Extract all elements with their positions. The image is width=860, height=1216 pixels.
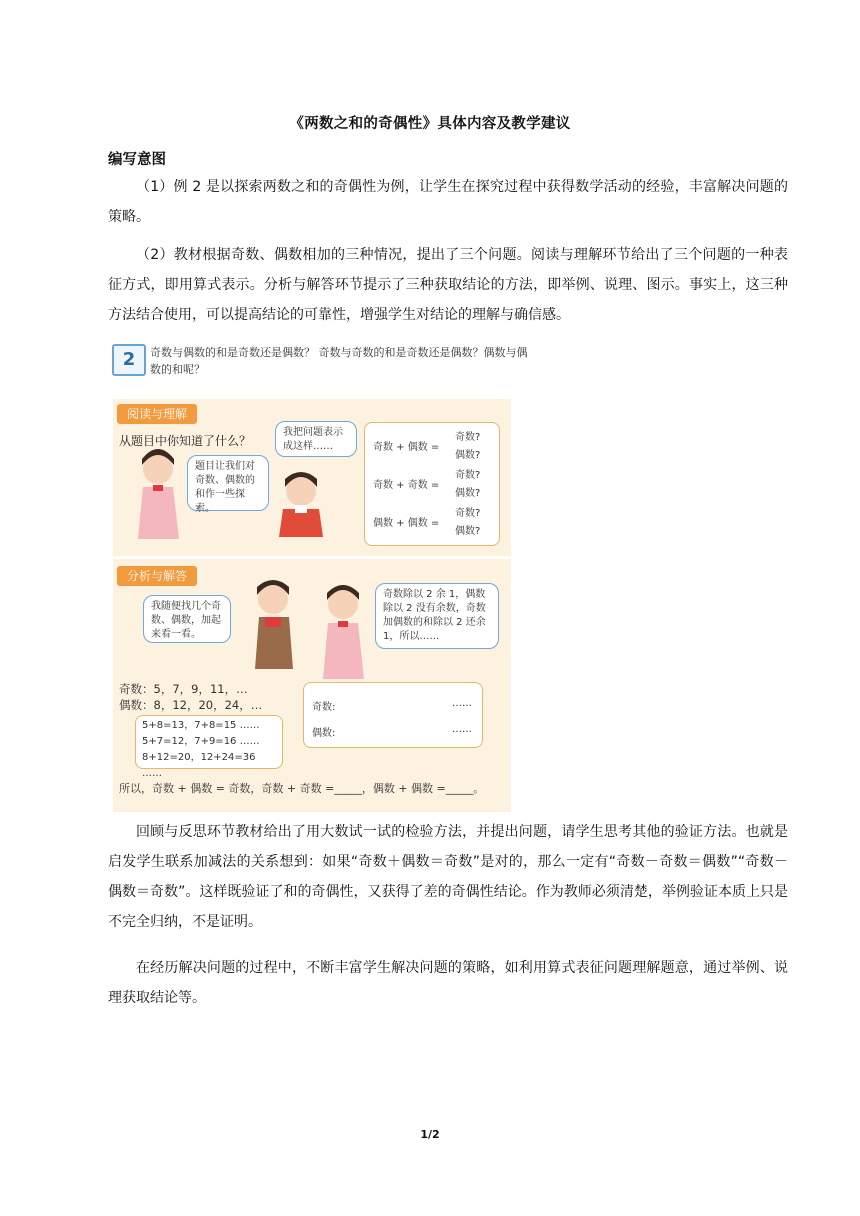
eq-option: 偶数?	[455, 526, 481, 537]
eq-option: 偶数?	[455, 488, 481, 499]
odd-ellipsis: ……	[452, 698, 472, 709]
example-header	[112, 344, 528, 384]
girl2-speech-bubble: 奇数除以 2 余 1，偶数除以 2 没有余数，奇数加偶数的和除以 2 还余 1，所以……	[375, 583, 499, 649]
eq-row-odd-even: 奇数 + 偶数 =	[373, 442, 440, 453]
band-label-reading: 阅读与理解	[117, 404, 197, 424]
band1-question: 从题目中你知道了什么？	[119, 434, 252, 448]
boy2-illustration	[255, 580, 293, 669]
page-number: 1/2	[420, 1128, 440, 1141]
calc-line: 5+8=13，7+8=15 ……	[142, 720, 260, 731]
figure-conclusion: 所以，奇数 + 偶数 = 奇数，奇数 + 奇数 =_____，偶数 + 偶数 =_____。	[119, 782, 485, 795]
odd-squares-label: 奇数:	[312, 702, 336, 713]
boy2-speech-bubble: 我随便找几个奇数、偶数，加起来看一看。	[143, 595, 231, 643]
equation-box	[364, 422, 500, 546]
even-number-list: 偶数：8，12，20，24，…	[119, 698, 263, 712]
example-question: 奇数与偶数的和是奇数还是偶数？ 奇数与奇数的和是奇数还是偶数？偶数与偶数的和呢？	[150, 346, 528, 376]
odd-number-list: 奇数：5，7，9，11，…	[119, 682, 248, 696]
eq-option: 奇数?	[455, 508, 481, 519]
girl-illustration	[138, 449, 179, 539]
eq-option: 偶数?	[455, 450, 481, 461]
girl-speech-bubble: 题目让我们对奇数、偶数的和作一些探索。	[187, 455, 269, 511]
squares-diagram-box	[303, 682, 483, 748]
eq-row-even-even: 偶数 + 偶数 =	[373, 518, 440, 529]
even-ellipsis: ……	[452, 724, 472, 735]
boy-illustration	[279, 472, 323, 537]
even-squares-label: 偶数:	[312, 728, 336, 739]
calc-line: 8+12=20，12+24=36 ……	[142, 752, 256, 779]
paragraph-2: （2）教材根据奇数、偶数相加的三种情况，提出了三个问题。阅读与理解环节给出了三个问题的一种表征方式，即用算式表示。分析与解答环节提示了三种获取结论的方法，即举例、说理、图示。事实上，这三种方法结合使用，可以提高结论的可靠性，增强学生对结论的理解与确信感。	[108, 247, 788, 323]
paragraph-3: 回顾与反思环节教材给出了用大数试一试的检验方法，并提出问题，请学生思考其他的验证方法。也就是启发学生联系加减法的关系想到：如果“奇数＋偶数＝奇数”是对的，那么一定有“奇数－奇数＝偶数”“奇数－偶数＝奇数”。这样既验证了和的奇偶性，又获得了差的奇偶性结论。作为教师必须清楚，举例验证本质上只是不完全归纳，不是证明。	[108, 824, 788, 930]
calc-line: 5+7=12，7+9=16 ……	[142, 736, 260, 747]
example-number-badge: 2	[112, 344, 146, 376]
eq-option: 奇数?	[455, 432, 481, 443]
paragraph-1: （1）例 2 是以探索两数之和的奇偶性为例，让学生在探究过程中获得数学活动的经验，丰富解决问题的策略。	[108, 179, 788, 225]
section-heading: 编写意图	[108, 152, 166, 168]
textbook-figure	[113, 399, 511, 812]
band-label-analysis: 分析与解答	[117, 566, 197, 586]
eq-option: 奇数?	[455, 470, 481, 481]
girl2-illustration	[323, 585, 364, 679]
document-title: 《两数之和的奇偶性》具体内容及教学建议	[289, 116, 571, 132]
paragraph-4: 在经历解决问题的过程中，不断丰富学生解决问题的策略，如利用算式表征问题理解题意，通过举例、说理获取结论等。	[108, 960, 788, 1006]
calculation-box	[135, 715, 283, 779]
eq-row-odd-odd: 奇数 + 奇数 =	[373, 480, 440, 491]
boy-speech-bubble: 我把问题表示成这样……	[275, 421, 357, 457]
band-separator	[113, 556, 511, 559]
